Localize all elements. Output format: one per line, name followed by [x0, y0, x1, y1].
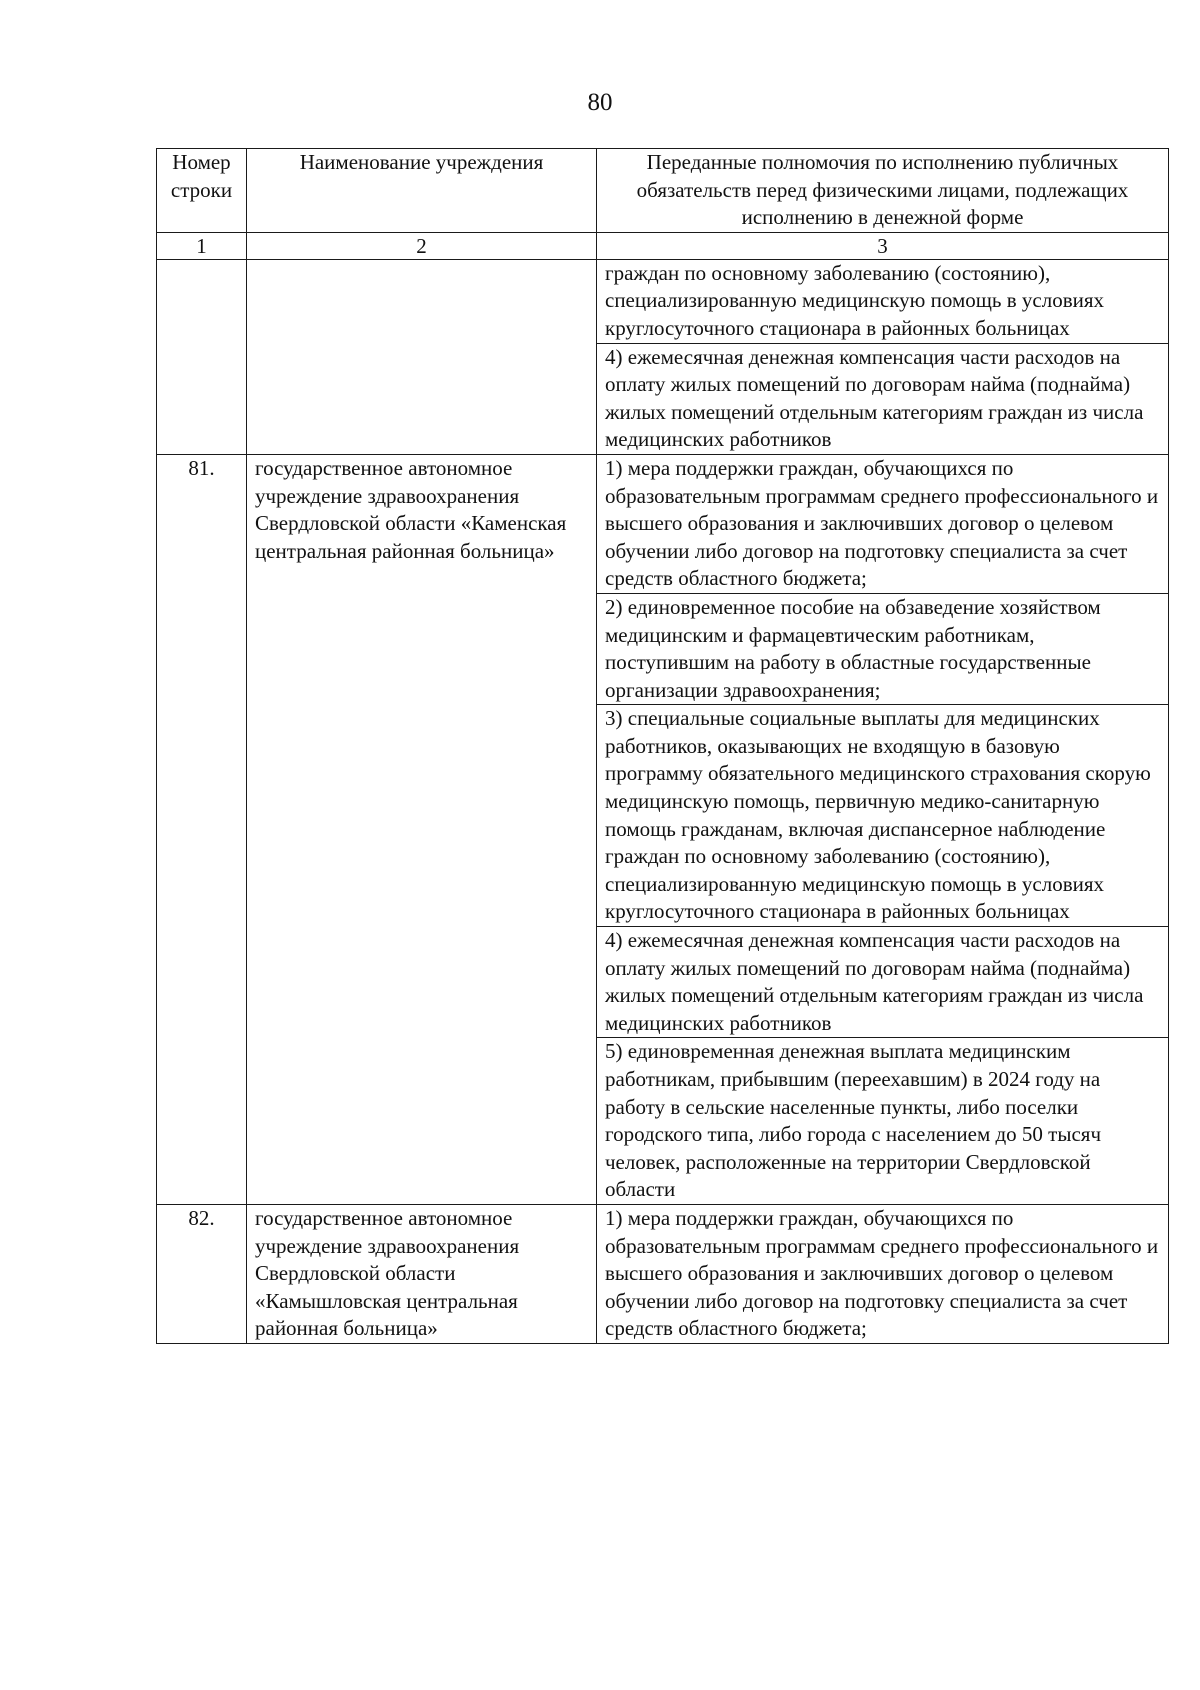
table-row	[157, 1204, 1169, 1343]
row-number-cell: 82.	[157, 1204, 247, 1343]
column-number-1: 1	[157, 232, 247, 259]
institution-cell: государственное автономное учреждение здравоохранения Свердловской области «Камышловская центральная районная больница»	[247, 1204, 597, 1343]
column-number-3: 3	[597, 232, 1169, 259]
powers-item: 1) мера поддержки граждан, обучающихся по образовательным программам среднего профессионального и высшего образования и заключивших договор о целевом обучении либо договор на подготовку специалиста за счет средств областного бюджета;	[597, 1204, 1169, 1343]
column-number-2: 2	[247, 232, 597, 259]
column-numbers-row	[157, 232, 1169, 259]
table-row	[157, 454, 1169, 593]
header-institution-name: Наименование учреждения	[247, 149, 597, 233]
powers-item: граждан по основному заболеванию (состоянию), специализированную медицинскую помощь в условиях круглосуточного стационара в районных больницах	[597, 259, 1169, 343]
powers-item: 4) ежемесячная денежная компенсация части расходов на оплату жилых помещений по договорам найма (поднайма) жилых помещений отдельным категориям граждан из числа медицинских работников	[597, 927, 1169, 1038]
powers-item: 3) специальные социальные выплаты для медицинских работников, оказывающих не входящую в базовую программу обязательного медицинского страхования скорую медицинскую помощь, первичную медико-санитарную помощь гражданам, включая диспансерное наблюдение граждан по основному заболеванию (состоянию), специализированную медицинскую помощь в условиях круглосуточного стационара в районных больницах	[597, 705, 1169, 927]
institution-cell	[247, 259, 597, 454]
powers-item: 2) единовременное пособие на обзаведение хозяйством медицинским и фармацевтическим работникам, поступившим на работу в областные государственные организации здравоохранения;	[597, 593, 1169, 704]
institutions-table	[156, 148, 1169, 1344]
table-row	[157, 259, 1169, 343]
header-powers: Переданные полномочия по исполнению публичных обязательств перед физическими лицами, подлежащих исполнению в денежной форме	[597, 149, 1169, 233]
header-row-number: Номер строки	[157, 149, 247, 233]
powers-item: 4) ежемесячная денежная компенсация части расходов на оплату жилых помещений по договорам найма (поднайма) жилых помещений отдельным категориям граждан из числа медицинских работников	[597, 343, 1169, 454]
powers-item: 1) мера поддержки граждан, обучающихся по образовательным программам среднего профессионального и высшего образования и заключивших договор о целевом обучении либо договор на подготовку специалиста за счет средств областного бюджета;	[597, 454, 1169, 593]
row-number-cell	[157, 259, 247, 454]
institution-cell: государственное автономное учреждение здравоохранения Свердловской области «Каменская центральная районная больница»	[247, 454, 597, 1204]
powers-item: 5) единовременная денежная выплата медицинским работникам, прибывшим (переехавшим) в 2024 году на работу в сельские населенные пункты, либо поселки городского типа, либо города с населением до 50 тысяч человек, расположенные на территории Свердловской области	[597, 1038, 1169, 1205]
table-header-row	[157, 149, 1169, 233]
page-number: 80	[587, 89, 613, 116]
row-number-cell: 81.	[157, 454, 247, 1204]
